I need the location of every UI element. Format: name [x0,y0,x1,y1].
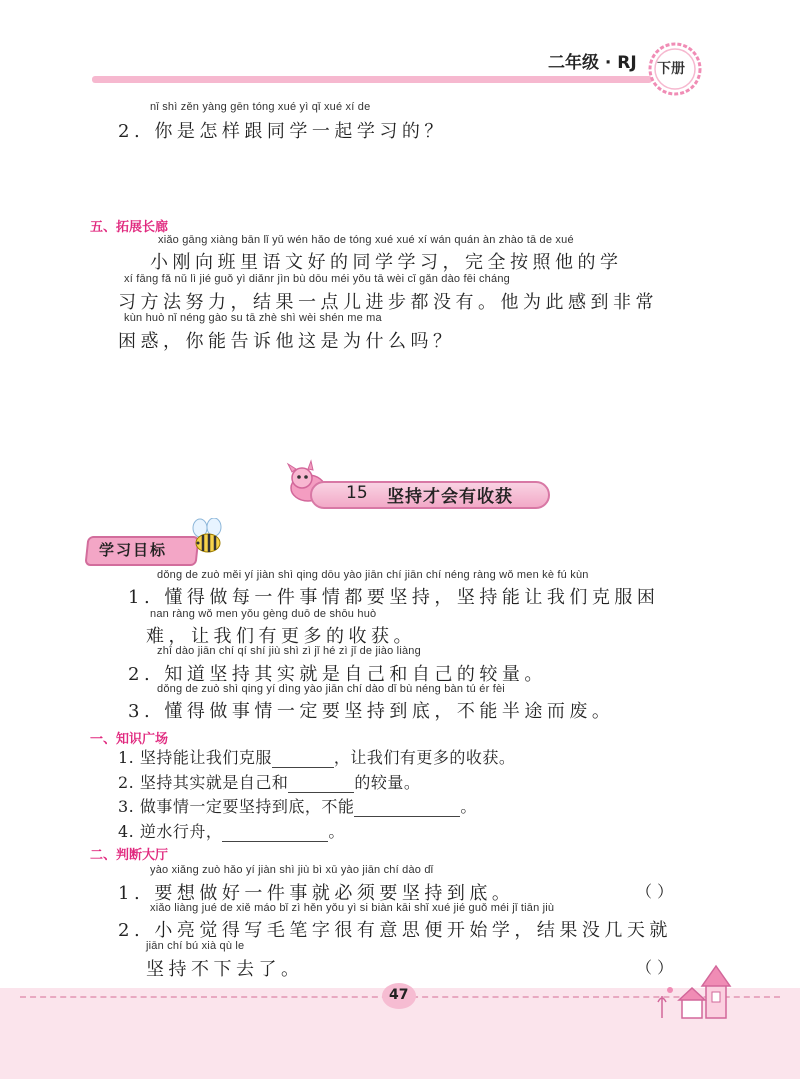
section5-text-3: 困惑，你能告诉他这是为什么吗？ [118,331,456,352]
fill-item-3: 3. 做事情一定要坚持到底，不能 。 [118,797,477,816]
section5-text-2: 习方法努力，结果一点儿进步都没有。他为此感到非常 [118,292,658,313]
goal3-pinyin: dǒng de zuò shì qing yí dìng yào jiān chí dào dǐ bù néng bàn tú ér fèi [157,683,505,695]
volume-label: 下册 [657,61,685,77]
header-band [92,76,652,83]
section5-pinyin-1: xiǎo gāng xiàng bān lǐ yǔ wén hǎo de tóng xué xué xí wán quán àn zhào tā de xué [158,234,574,246]
lesson-number: 15 [346,483,368,503]
goal2-text: 2. 知道坚持其实就是自己和自己的较量。 [128,664,547,685]
section1-title: 一、知识广场 [90,732,169,747]
grade-label: 二年级 · RJ [548,53,637,73]
goal1b-text: 难，让我们有更多的收获。 [146,626,416,647]
section5-text-1: 小刚向班里语文好的同学学习，完全按照他的学 [150,252,623,273]
bee-icon [190,518,226,556]
castle-house-icon [652,962,742,1022]
goal1-pinyin: dǒng de zuò měi yí jiàn shì qing dōu yào jiān chí jiān chí néng ràng wǒ men kè fú kùn [157,569,589,581]
goal1b-pinyin: nan ràng wǒ men yǒu gèng duō de shōu huò [150,608,377,620]
q2-pinyin: nǐ shì zěn yàng gēn tóng xué yì qǐ xué xí de [150,101,371,113]
judge1-answer-bracket[interactable]: （ ） [636,882,674,901]
judge1-text: 1. 要想做好一件事就必须要坚持到底。 [118,883,515,904]
page-number: 47 [389,987,409,1003]
judge1-pinyin: yào xiǎng zuò hǎo yí jiàn shì jiù bì xū yào jiān chí dào dǐ [150,864,434,876]
judge2b-pinyin: jiān chí bú xià qù le [146,940,245,952]
fill-blank-3[interactable] [354,800,460,817]
goal1-text: 1. 懂得做每一件事情都要坚持，坚持能让我们克服困 [128,587,660,608]
judge2-answer-bracket[interactable]: （ ） [636,958,674,977]
fill-blank-2[interactable] [288,776,354,793]
goals-title: 学习目标 [99,541,168,559]
section5-title: 五、拓展长廊 [90,220,169,235]
q2-text: 2. 你是怎样跟同学一起学习的？ [118,121,447,142]
fill-blank-1[interactable] [272,751,334,768]
section5-pinyin-2: xí fāng fǎ nǔ lì jié guǒ yì diǎnr jìn bù dōu méi yǒu tā wèi cǐ gǎn dào fēi cháng [124,273,510,285]
fill-item-4: 4. 逆水行舟， 。 [118,822,345,841]
goal3-text: 3. 懂得做事情一定要坚持到底，不能半途而废。 [128,701,615,722]
fill-item-1: 1. 坚持能让我们克服 ，让我们有更多的收获。 [118,748,516,767]
fill-item-2: 2. 坚持其实就是自己和 的较量。 [118,773,421,792]
goal2-pinyin: zhī dào jiān chí qí shí jiù shì zì jǐ hé zì jǐ de jiào liàng [157,645,421,657]
section2-title: 二、判断大厅 [90,848,169,863]
lesson-title: 坚持才会有收获 [387,487,513,507]
fill-blank-4[interactable] [222,825,328,842]
judge2b-text: 坚持不下去了。 [146,959,304,980]
section5-pinyin-3: kùn huò nǐ néng gào su tā zhè shì wèi shén me ma [124,312,382,324]
judge2-pinyin: xiǎo liàng jué de xiě máo bǐ zì hěn yǒu yì si biàn kāi shǐ xué jié guǒ méi jǐ tiān jiù [150,902,555,914]
judge2-text: 2. 小亮觉得写毛笔字很有意思便开始学，结果没几天就 [118,920,672,941]
